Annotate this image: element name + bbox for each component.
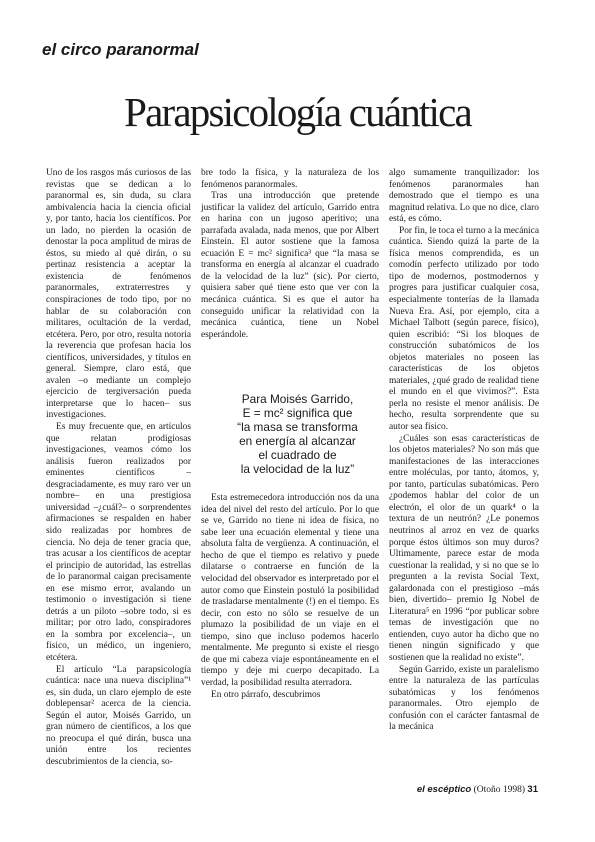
magazine-name: el escéptico <box>416 784 472 795</box>
issue-label: (Otoño 1998) <box>473 785 526 795</box>
paragraph: bre todo la física, y la naturaleza de los fenómenos paranormales. <box>201 168 379 190</box>
paragraph: Tras una introducción que pretende justificar la validez del artículo, Garrido entra en harina con un jugoso aperitivo; una parrafada avalada, nada menos, que por Albert Einstein. El autor sostiene que la famosa ecuación E = mc² significa³ que “la masa se transforma en energía al alcanzar el cuadrado de la velocidad de la luz” (sic). Por cierto, quisiera saber qué tiene esto que ver con la mecánica cuántica. Si es que el autor ha conseguido unificar la relatividad con la mecánica cuántica, tiene un Nobel esperándole. <box>201 191 379 340</box>
pull-quote-line: el cuadrado de <box>258 448 337 462</box>
paragraph: En otro párrafo, descubrimos <box>211 689 321 700</box>
pull-quote-line: la velocidad de la luz” <box>240 462 355 476</box>
paragraph: algo sumamente tranquilizador: los fenómenos paranormales han demostrado que el tiempo es una magnitud relativa. Lo que no dice, claro está, es cómo. <box>389 168 539 225</box>
paragraph: ¿Cuáles son esas características de los objetos materiales? No son más que manifestaciones de las interacciones entre moléculas, por tanto, átomos, y, por tanto, partículas subatómicas. Pero ¿podemos hablar del color de un electrón, el olor de un quark⁴ o la textura de un neutrón? ¿Le ponemos neutrinos al arroz en vez de quarks porque éstos últimos son muy duros? Ultimamente, parece estar de moda cuestionar la realidad, y si no que se lo pregunten a la revista Social Text, galardonada con el prestigioso –más bien, divertido– premio Ig Nobel de Literatura⁵ en 1996 “por publicar sobre temas de investigación que no entienden, cuyo autor ha dicho que no tienen ningún significado y que sostienen que la realidad no existe”. <box>389 433 539 663</box>
pull-quote <box>216 392 379 476</box>
page-number: 31 <box>527 784 538 795</box>
column-3 <box>389 168 539 734</box>
paragraph: Según Garrido, existe un paralelismo entre la naturaleza de las partículas subatómicas y los fenómenos paranormales. Otro ejemplo de confusión con el carácter fantasmal de la mecánica <box>389 664 539 733</box>
paragraph: Esta estremecedora introducción nos da una idea del nivel del resto del artículo. Por lo que se ve, Garrido no tiene ni idea de física, no sabe leer una ecuación elemental y tiene una absoluta falta de vergüenza. A continuación, el hecho de que el tiempo es relativo y puede dilatarse o contraerse en función de la velocidad del observador es interpretado por el autor como que Einstein postuló la posibilidad de trasladarse mentalmente (!) en el tiempo. Es decir, con esto no sólo se resuelve de un plumazo la posibilidad de un viaje en el tiempo, sino que incluso podemos hacerlo mentalmente. Me pregunto si existe el riesgo de que mi cabeza viaje espontáneamente en el tiempo y deje mi cuerpo decapitado. La verdad, la posibilidad resulta aterradora. <box>201 493 379 688</box>
column-1 <box>46 168 191 768</box>
pull-quote-line: “la masa se transforma <box>237 420 358 434</box>
page-footer <box>417 784 538 795</box>
pull-quote-line: Para Moisés Garrido, <box>241 392 354 406</box>
paragraph: Uno de los rasgos más curiosos de las revistas que se dedican a lo paranormal es, sin duda, su clara ambivalencia hacia la ciencia oficial y, por tanto, hacia los científicos. Por un lado, no pierden la ocasión de denostar la poca amplitud de miras de éstos, su miedo al qué dirán, o su pertinaz resistencia a aceptar la existencia de fenómenos paranormales, extraterrestres y conspiraciones de todo tipo, por no hablar de su colaboración con militares, ocultación de la verdad, etcétera. Pero, por otro, resulta notoria la reverencia que profesan hacia los científicos, universidades, y títulos en general. Siempre, claro está, que avalen –o mediante un complejo ejercicio de tergiversación pueda interpretarse que lo hacen– sus investigaciones. <box>46 168 191 421</box>
paragraph: Es muy frecuente que, en artículos que relatan prodigiosas investigaciones, veamos cómo los análisis fueron realizados por eminentes científicos –desgraciadamente, es muy raro ver un nombre– en una prestigiosa universidad –¿cuál?– o sorprendentes afirmaciones se respalden en haber sido realizadas por hombres de ciencia. No deja de tener gracia que, tras acusar a los científicos de aceptar el principio de autoridad, las estrellas de lo paranormal caigan precisamente en ese mismo error, avalando un testimonio o investigación si tiene detrás a un piloto –sobre todo, si es militar; por otro lado, conspiradores en la sombra por excelencia–, un físico, un médico, un ingeniero, etcétera. <box>46 422 191 663</box>
article-title: Parapsicología cuántica <box>124 89 471 135</box>
pull-quote-line: E = mc² significa que <box>242 406 353 420</box>
section-header: el circo paranormal <box>42 40 199 59</box>
paragraph: El artículo “La parapsicología cuántica: nace una nueva disciplina”¹ es, sin duda, un claro ejemplo de este doblepensar² acerca de la ciencia. Según el autor, Moisés Garrido, un gran número de científicos, a los que no preocupa el qué dirán, busca una unión entre los recientes descubrimientos de la ciencia, so- <box>46 664 191 767</box>
paragraph: Por fin, le toca el turno a la mecánica cuántica. Siendo quizá la parte de la física menos comprendida, es un comodín perfecto utilizado por todo tipo de modernos, postmodernos y progres para justificar cualquier cosa, especialmente tonterías de la llamada Nueva Era. Así, por ejemplo, cita a Michael Talbott (según parece, físico), quien escribió: “Si los bloques de construcción subatómicos de los objetos materiales no poseen las características de los objetos materiales, ¿qué grado de realidad tiene el mundo en el que vivimos?”. Esta perla no resiste el menor análisis. De hecho, resulta sorprendente que su autor sea físico. <box>389 225 539 433</box>
pull-quote-line: en energía al alcanzar <box>239 434 356 448</box>
